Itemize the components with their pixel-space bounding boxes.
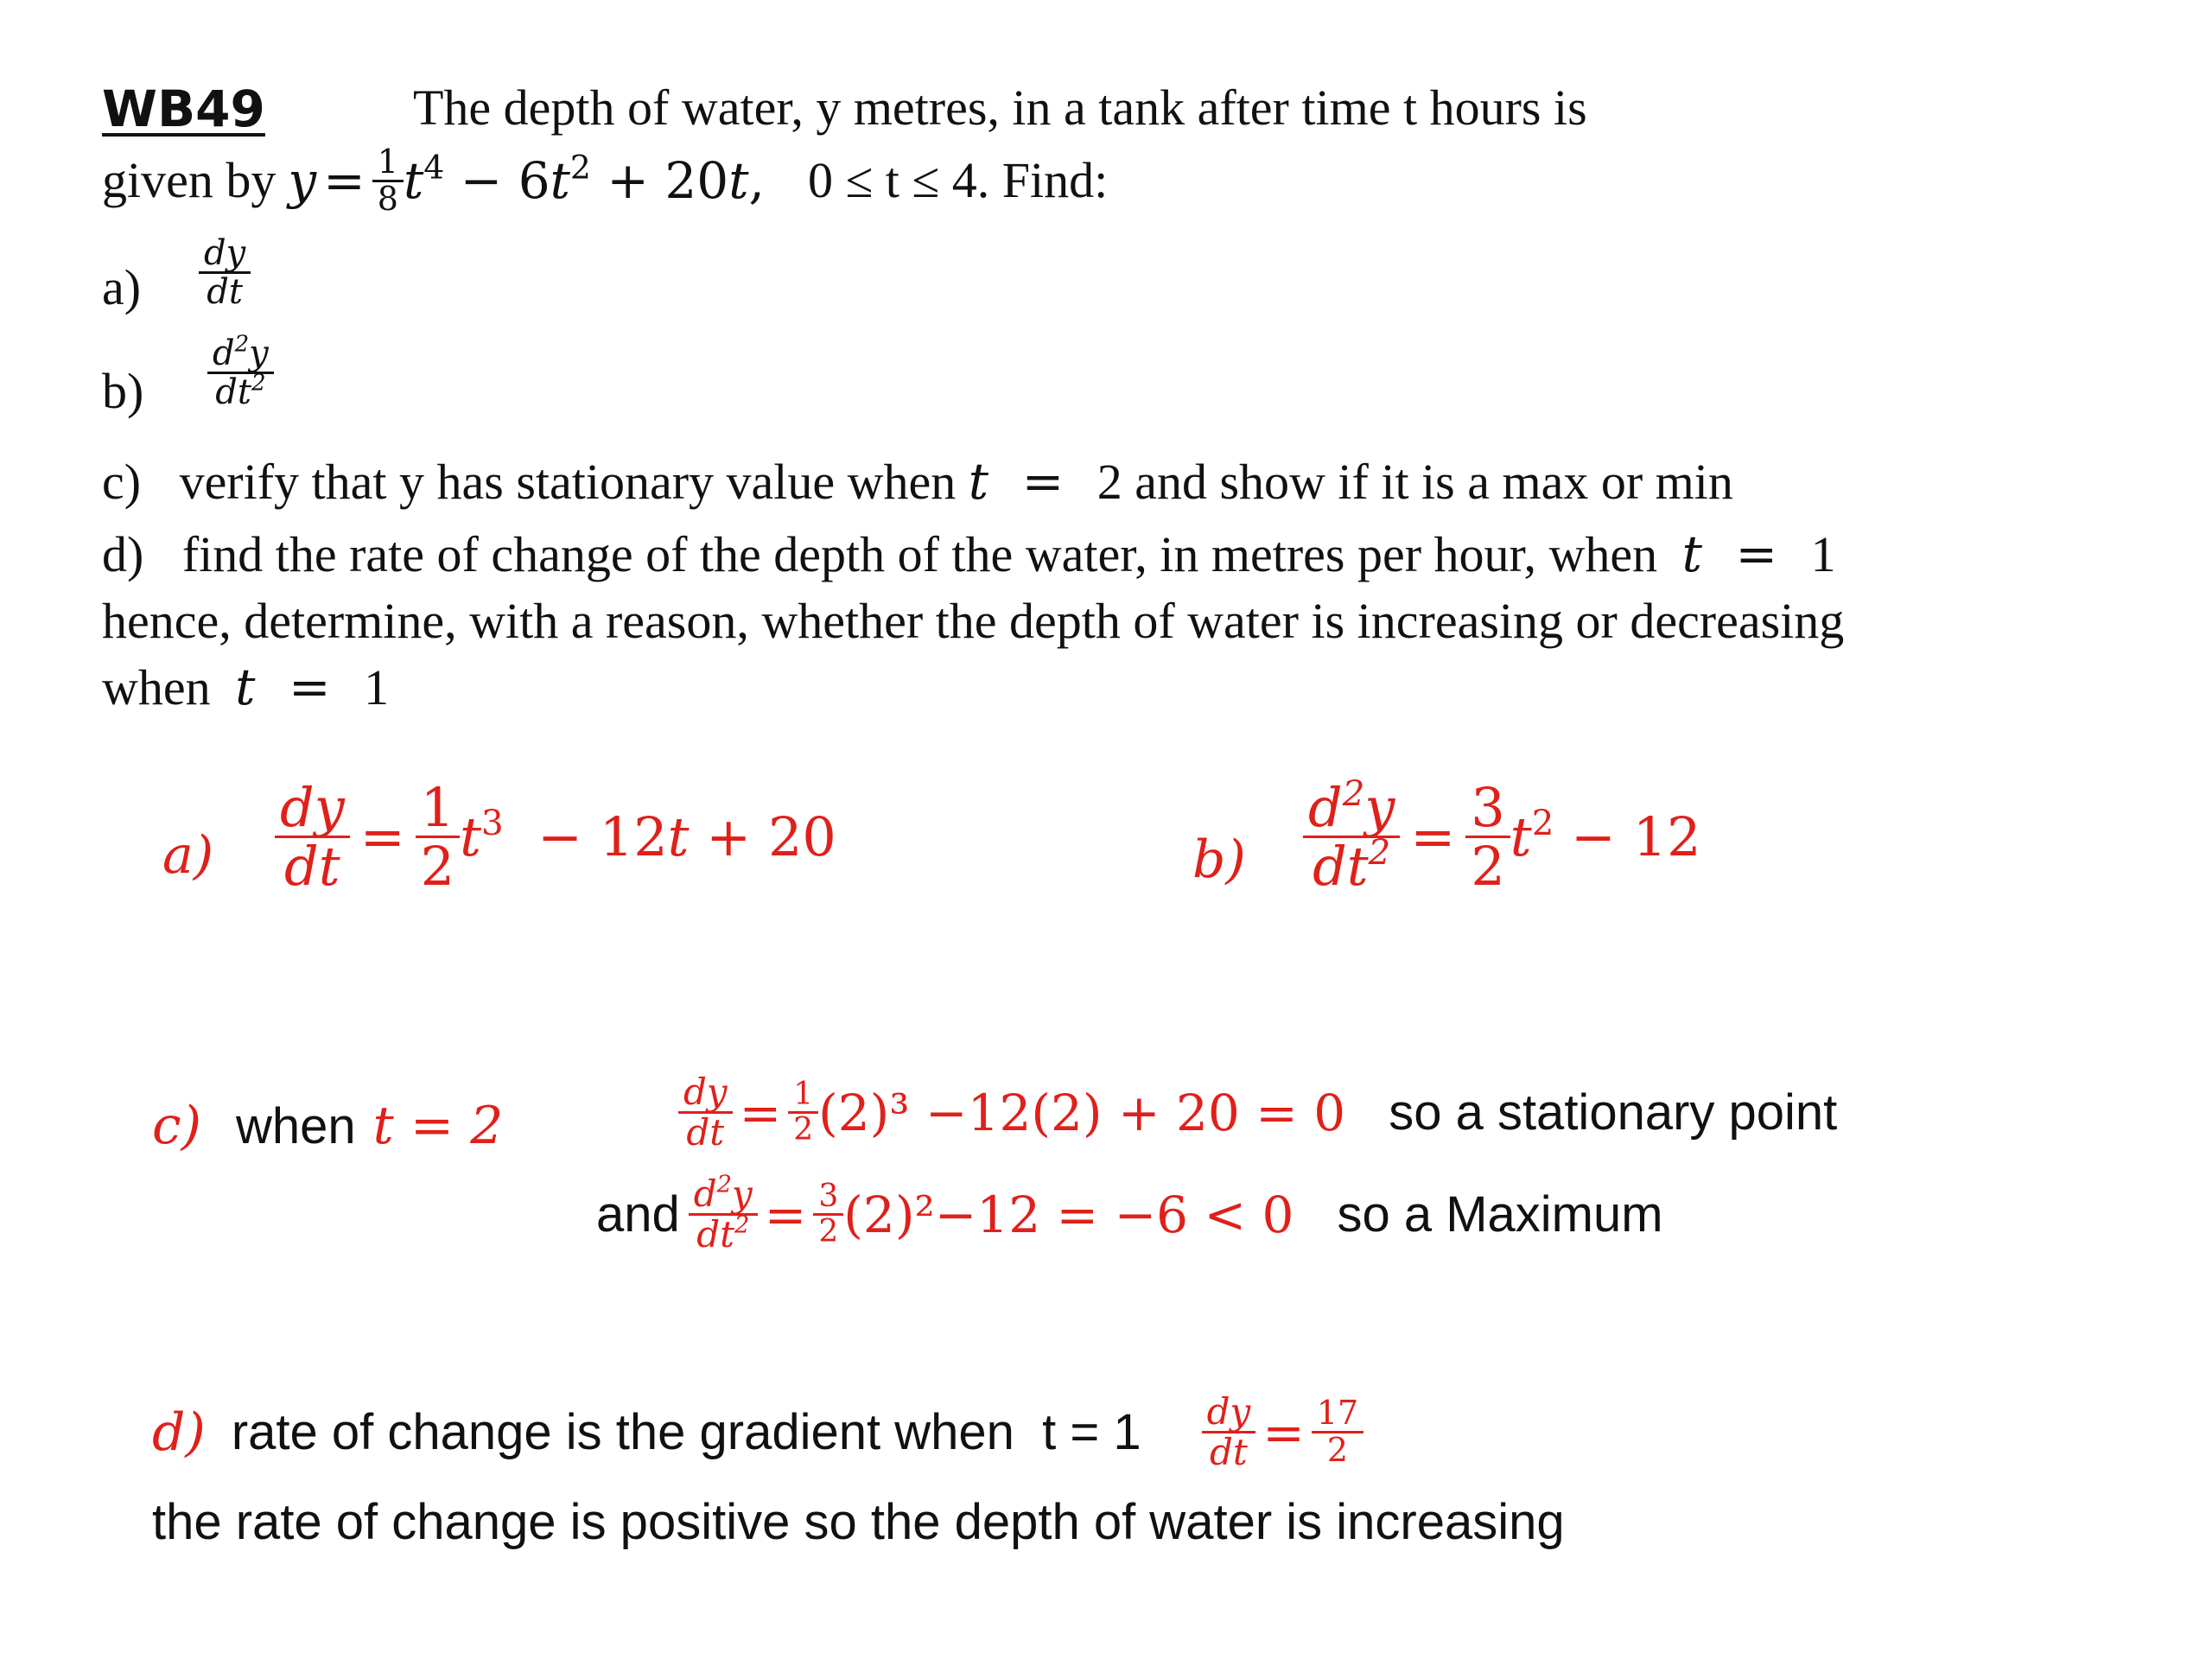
part-d-equals: = [1735,524,1778,583]
answer-d-text: rate of change is the gradient when t = 1 [231,1404,1141,1461]
part-c-equals: = [1021,452,1065,511]
part-c-text-1: verify that y has stationary value when [179,454,957,510]
part-c-label: c) [102,454,142,510]
part-b-derivative: $\frac{d^2y}{dt^2}$ [207,335,274,410]
answer-c-t-value: t = 2 [372,1096,504,1156]
answer-c-line1-expr: (2)³ −12(2) + 20 = 0 [818,1083,1346,1142]
part-a-derivative: $\frac{dy}{dt}$ [199,235,251,310]
equation-rhs: $t^4 - 6t^2 + 20t$, [403,148,765,211]
part-a-label: a) [102,259,142,315]
answer-d-equals: = [1262,1402,1305,1462]
answer-c-d2ydt2: $\frac{d^2y}{dt^2}$ [689,1175,758,1254]
given-by-text: given by [102,152,276,209]
fraction-one-eighth: $\frac{1}{8}$ [372,145,404,217]
answer-b-d2ydt2: $\frac{d^2y}{dt^2}$ [1303,779,1400,894]
answer-c-three-halves: $\frac{3}{2}$ [813,1180,843,1249]
answer-a-dydt: $\frac{dy}{dt}$ [275,779,350,894]
answer-d-conclusion: the rate of change is positive so the depth of water is increasing [152,1494,1565,1550]
answer-c-when-line [152,1096,503,1156]
equals-sign: = [323,151,365,211]
part-d-value-2: 1 [364,659,390,715]
answer-c-line-2 [596,1171,1663,1256]
part-d-label: d) [102,526,144,582]
answer-c-half: $\frac{1}{2}$ [788,1078,818,1147]
part-d-when-line [102,658,390,716]
part-d-t-2: t [235,658,256,716]
answer-c-line2-note: so a Maximum [1337,1186,1663,1243]
answer-c-label: c) [152,1096,202,1156]
question-intro: The depth of water, y metres, in a tank after time t hours is [413,79,1587,136]
answer-d-dydt: $\frac{dy}{dt}$ [1202,1393,1256,1471]
domain-text: 0 ≤ t ≤ 4. Find: [807,152,1109,209]
answer-b-label: b) [1192,830,1246,890]
answer-b-expression: $\frac{d^2y}{dt^2}$ = $\frac{3}{2}$ $t^2 - 12$ [1303,779,1701,894]
answer-d-label: d) [152,1402,206,1463]
part-c-line [102,452,1733,511]
answer-c-line1-note: so a stationary point [1389,1084,1838,1141]
part-d-text-1: find the rate of change of the depth of the water, in metres per hour, when [181,526,1658,582]
answer-c-equals-1: = [739,1083,782,1142]
part-d-t: t [1681,524,1702,583]
answer-c-line-1 [678,1073,1837,1152]
part-c-t: t [968,452,989,511]
question-equation-line [102,145,1108,217]
answer-c-when: when [236,1097,356,1154]
answer-d-fraction: $\frac{17}{2}$ [1312,1396,1363,1468]
answer-a-half: $\frac{1}{2}$ [416,779,460,894]
answer-b-three-halves: $\frac{3}{2}$ [1465,779,1510,894]
answer-c-and: and [596,1186,680,1243]
part-d-equals-2: = [288,658,331,716]
part-d-line [102,524,1836,583]
answer-d-line [152,1390,1363,1474]
part-d-when: when [102,659,211,715]
part-c-text-2: 2 and show if it is a max or min [1096,454,1733,510]
answer-c-line2-expr: (2)²−12 = −6 < 0 [843,1185,1294,1244]
part-d-text-2: hence, determine, with a reason, whether the depth of water is increasing or decreasing [102,593,1845,649]
equation-y: y [288,151,317,211]
answer-a-expression: $\frac{dy}{dt}$ = $\frac{1}{2}$ $t^3 - 12t + 20$ [275,779,836,894]
part-d-value: 1 [1810,526,1836,582]
answer-a-label: a) [162,825,214,886]
answer-c-dydt: $\frac{dy}{dt}$ [678,1073,733,1152]
part-b-label: b) [102,363,144,419]
question-id: WB49 [102,79,265,138]
answer-c-equals-2: = [764,1185,807,1244]
